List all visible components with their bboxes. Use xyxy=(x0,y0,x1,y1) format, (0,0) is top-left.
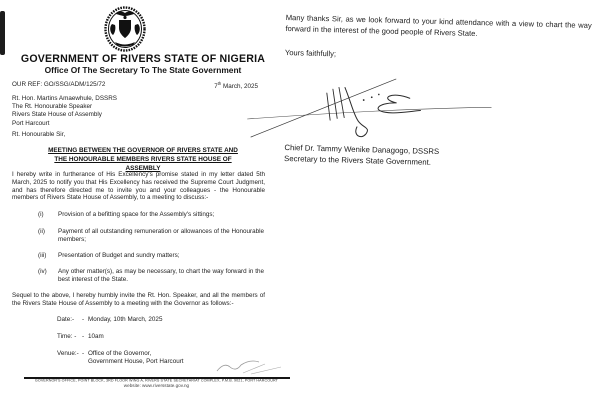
subject-heading: MEETING BETWEEN THE GOVERNOR OF RIVERS STATE AND THE HONOURABLE MEMBERS RIVERS STATE HOUSE OF ASSEMBLY xyxy=(48,147,238,172)
scan-artifact-mark xyxy=(0,11,5,55)
list-item-iv: Any other matter(s), as may be necessary, to chart the way forward in the best interest of the State. xyxy=(58,268,264,283)
addressee-line: The Rt. Honourable Speaker xyxy=(12,103,93,111)
reference-row xyxy=(12,81,258,90)
time-value: 10am xyxy=(88,333,104,340)
venue-separator: - xyxy=(82,350,85,357)
footer-website: website: www.riversstate.gov.ng xyxy=(123,382,190,389)
addressee-line: Rivers State House of Assembly xyxy=(12,111,102,119)
letter-page-1 xyxy=(0,0,290,400)
list-marker-iii: (iii) xyxy=(38,252,47,259)
closing-phrase: Yours faithfully; xyxy=(284,47,337,58)
body-paragraph-2: Sequel to the above, I hereby humbly invite the Rt. Hon. Speaker, and all the members of the Rivers State House of Assembly to a meeting with the Governor as follows:- xyxy=(12,292,265,307)
time-separator: - xyxy=(82,333,85,340)
list-item-i: Provision of a befitting space for the Assembly's sittings; xyxy=(58,211,215,218)
list-marker-iv: (iv) xyxy=(38,268,47,275)
time-label: Time: - xyxy=(57,333,77,340)
coat-of-arms xyxy=(104,6,146,52)
salutation: Rt. Honourable Sir, xyxy=(12,131,66,138)
date-label: Date:- xyxy=(57,316,75,323)
letter-page-2 xyxy=(276,10,594,398)
venue-value: Office of the Governor, Government House, Port Harcourt xyxy=(88,350,184,366)
letter-date: 7th March, 2025 xyxy=(214,81,258,91)
signatory-title: Secretary to the Rivers State Government. xyxy=(283,154,432,167)
signature xyxy=(246,61,500,156)
date-value: Monday, 10th March, 2025 xyxy=(88,316,163,323)
signatory-name: Chief Dr. Tammy Wenike Danagogo, DSSRS xyxy=(284,143,440,157)
footer-address: GOVERNOR'S OFFICE, POINT BLOCK, 3RD FLOOR WING A, RIVERS STATE SECRETARIAT COMPLEX, P.M.B. 9021, PORT HARCOURT xyxy=(34,379,279,383)
ref-number: OUR REF: GO/SSG/ADM/125/72 xyxy=(12,81,106,88)
footer xyxy=(23,379,290,388)
addressee-line: Rt. Hon. Martins Amaewhule, DSSRS xyxy=(12,95,117,102)
body-paragraph-1: I hereby write in furtherance of His Excellency's promise stated in my letter dated 5th March, 2025 to notify you that His Excellency has received the Supreme Court Judgment, and has therefore directed me to invite you and your colleagues - the Honourable members of Rivers State House of Assembly, to a meeting to discuss:- xyxy=(12,171,265,202)
office-subtitle: Office Of The Secretary To The State Government xyxy=(44,65,242,75)
date-separator: - xyxy=(82,316,85,323)
government-title: GOVERNMENT OF RIVERS STATE OF NIGERIA xyxy=(20,53,266,65)
list-item-ii: Payment of all outstanding remuneration or allowances of the Honourable members; xyxy=(58,228,264,243)
addressee-line: Port Harcourt xyxy=(12,119,50,127)
list-item-iii: Presentation of Budget and sundry matters; xyxy=(58,252,180,259)
list-marker-i: (i) xyxy=(38,211,44,218)
addressee-block xyxy=(12,95,117,128)
venue-label: Venue:- xyxy=(57,350,79,357)
list-marker-ii: (ii) xyxy=(38,228,45,235)
thanks-paragraph: Many thanks Sir, as we look forward to your kind attendance with a view to chart the way forward in the interest of the good people of Rivers State. xyxy=(285,12,592,38)
